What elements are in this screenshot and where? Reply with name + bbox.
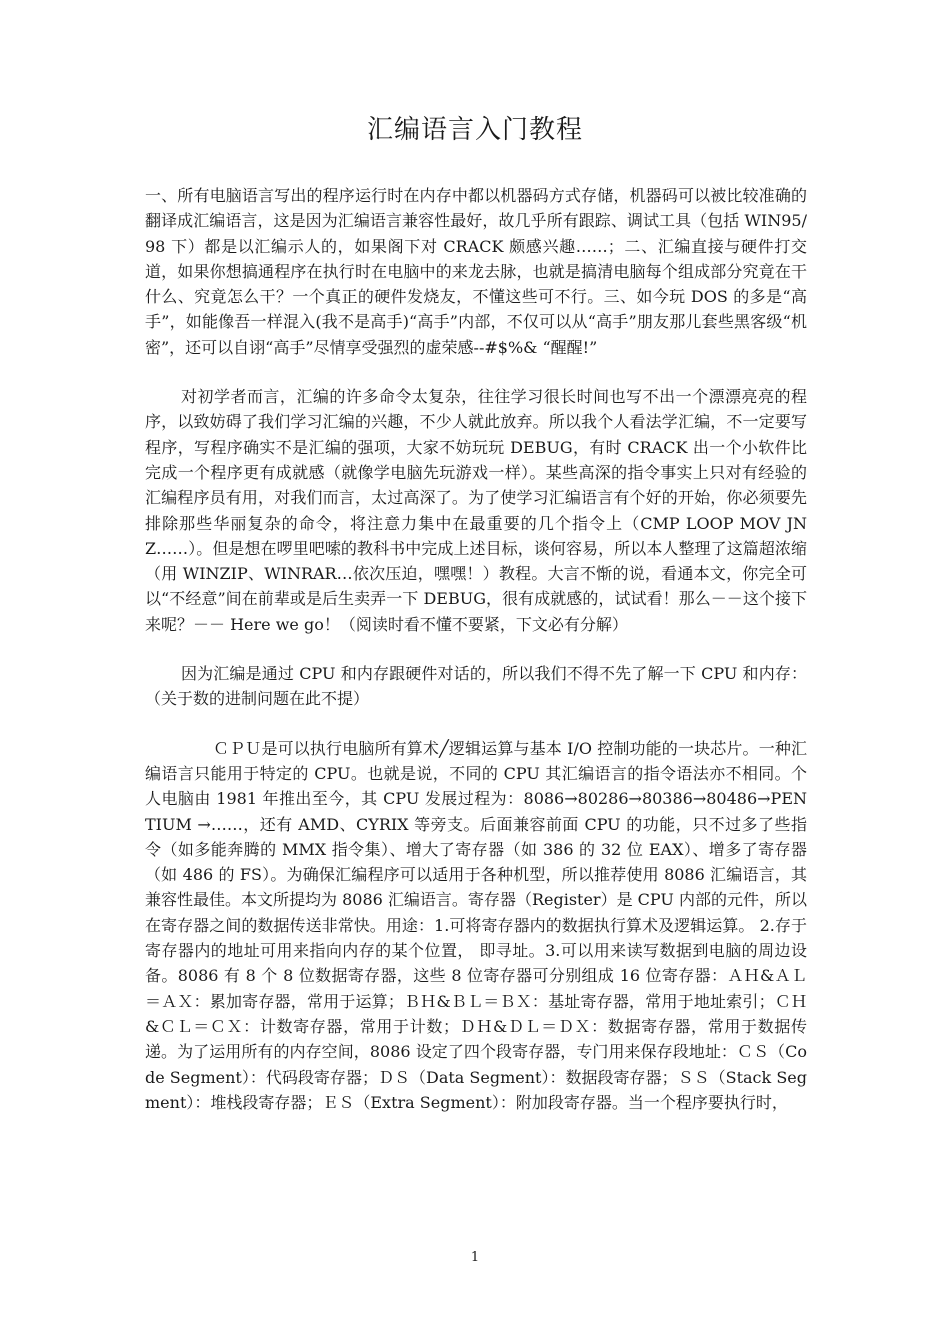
page-title: 汇编语言入门教程 [366,115,583,145]
document-body [145,183,807,1115]
paragraph-cpu-registers: ＣＰＵ是可以执行电脑所有算术╱逻辑运算与基本 I/O 控制功能的一块芯片。一种汇编语言只能用于特定的 CPU。也就是说，不同的 CPU 其汇编语言的指令语法亦不相同。个人电脑由 1981 年推出至今，其 CPU 发展过程为：8086→80286→80386→80486→PENTIUM →……，还有 AMD、CYRIX 等旁支。后面兼容前面 CPU 的功能，只不过多了些指令（如多能奔腾的 MMX 指令集）、增大了寄存器（如 386 的 32 位 EAX）、增多了寄存器（如 486 的 FS）。为确保汇编程序可以适用于各种机型，所以推荐使用 8086 汇编语言，其兼容性最佳。本文所提均为 8086 汇编语言。寄存器（Register）是 CPU 内部的元件，所以在寄存器之间的数据传送非常快。用途：1.可将寄存器内的数据执行算术及逻辑运算。 2.存于寄存器内的地址可用来指向内存的某个位置， 即寻址。3.可以用来读写数据到电脑的周边设备。8086 有 8 个 8 位数据寄存器，这些 8 位寄存器可分别组成 16 位寄存器：ＡＨ&ＡＬ＝ＡＸ：累加寄存器，常用于运算；ＢＨ&ＢＬ＝ＢＸ：基址寄存器，常用于地址索引；ＣＨ&ＣＬ＝ＣＸ：计数寄存器，常用于计数；ＤＨ&ＤＬ＝ＤＸ：数据寄存器，常用于数据传递。为了运用所有的内存空间，8086 设定了四个段寄存器，专门用来保存段地址：ＣＳ（Code Segment）：代码段寄存器；ＤＳ（Data Segment）：数据段寄存器；ＳＳ（Stack Segment）：堆栈段寄存器；ＥＳ（Extra Segment）：附加段寄存器。当一个程序要执行时， [145,738,807,1112]
page-number: 1 [470,1250,480,1265]
paragraph-cpu-memory: 因为汇编是通过 CPU 和内存跟硬件对话的，所以我们不得不先了解一下 CPU 和内存：（关于数的进制问题在此不提） [145,664,807,709]
paragraph-beginners: 对初学者而言，汇编的许多命令太复杂，往往学习很长时间也写不出一个漂漂亮亮的程序，以致妨碍了我们学习汇编的兴趣，不少人就此放弃。所以我个人看法学汇编，不一定要写程序，写程序确实不是汇编的强项，大家不妨玩玩 DEBUG，有时 CRACK 出一个小软件比完成一个程序更有成就感（就像学电脑先玩游戏一样）。某些高深的指令事实上只对有经验的汇编程序员有用，对我们而言，太过高深了。为了使学习汇编语言有个好的开始，你必须要先排除那些华丽复杂的命令，将注意力集中在最重要的几个指令上（CMP LOOP MOV JNZ……）。但是想在啰里吧嗦的教科书中完成上述目标，谈何容易，所以本人整理了这篇超浓缩（用 WINZIP、WINRAR…依次压迫，嘿嘿！）教程。大言不惭的说，看通本文，你完全可以“不经意”间在前辈或是后生卖弄一下 DEBUG，很有成就感的，试试看！那么－－这个接下来呢？－－ Here we go！（阅读时看不懂不要紧，下文必有分解） [145,387,807,634]
paragraph-intro: 一、所有电脑语言写出的程序运行时在内存中都以机器码方式存储，机器码可以被比较准确的翻译成汇编语言，这是因为汇编语言兼容性最好，故几乎所有跟踪、调试工具（包括 WIN95/98 下）都是以汇编示人的，如果阁下对 CRACK 颇感兴趣……；二、汇编直接与硬件打交道，如果你想搞通程序在执行时在电脑中的来龙去脉，也就是搞清电脑每个组成部分究竟在干什么、究竟怎么干？一个真正的硬件发烧友，不懂这些可不行。三、如今玩 DOS 的多是“高手”，如能像吾一样混入(我不是高手)“高手”内部，不仅可以从“高手”朋友那儿套些黑客级“机密”，还可以自诩“高手”尽情享受强烈的虚荣感--#$%& “醒醒!” [145,186,807,357]
